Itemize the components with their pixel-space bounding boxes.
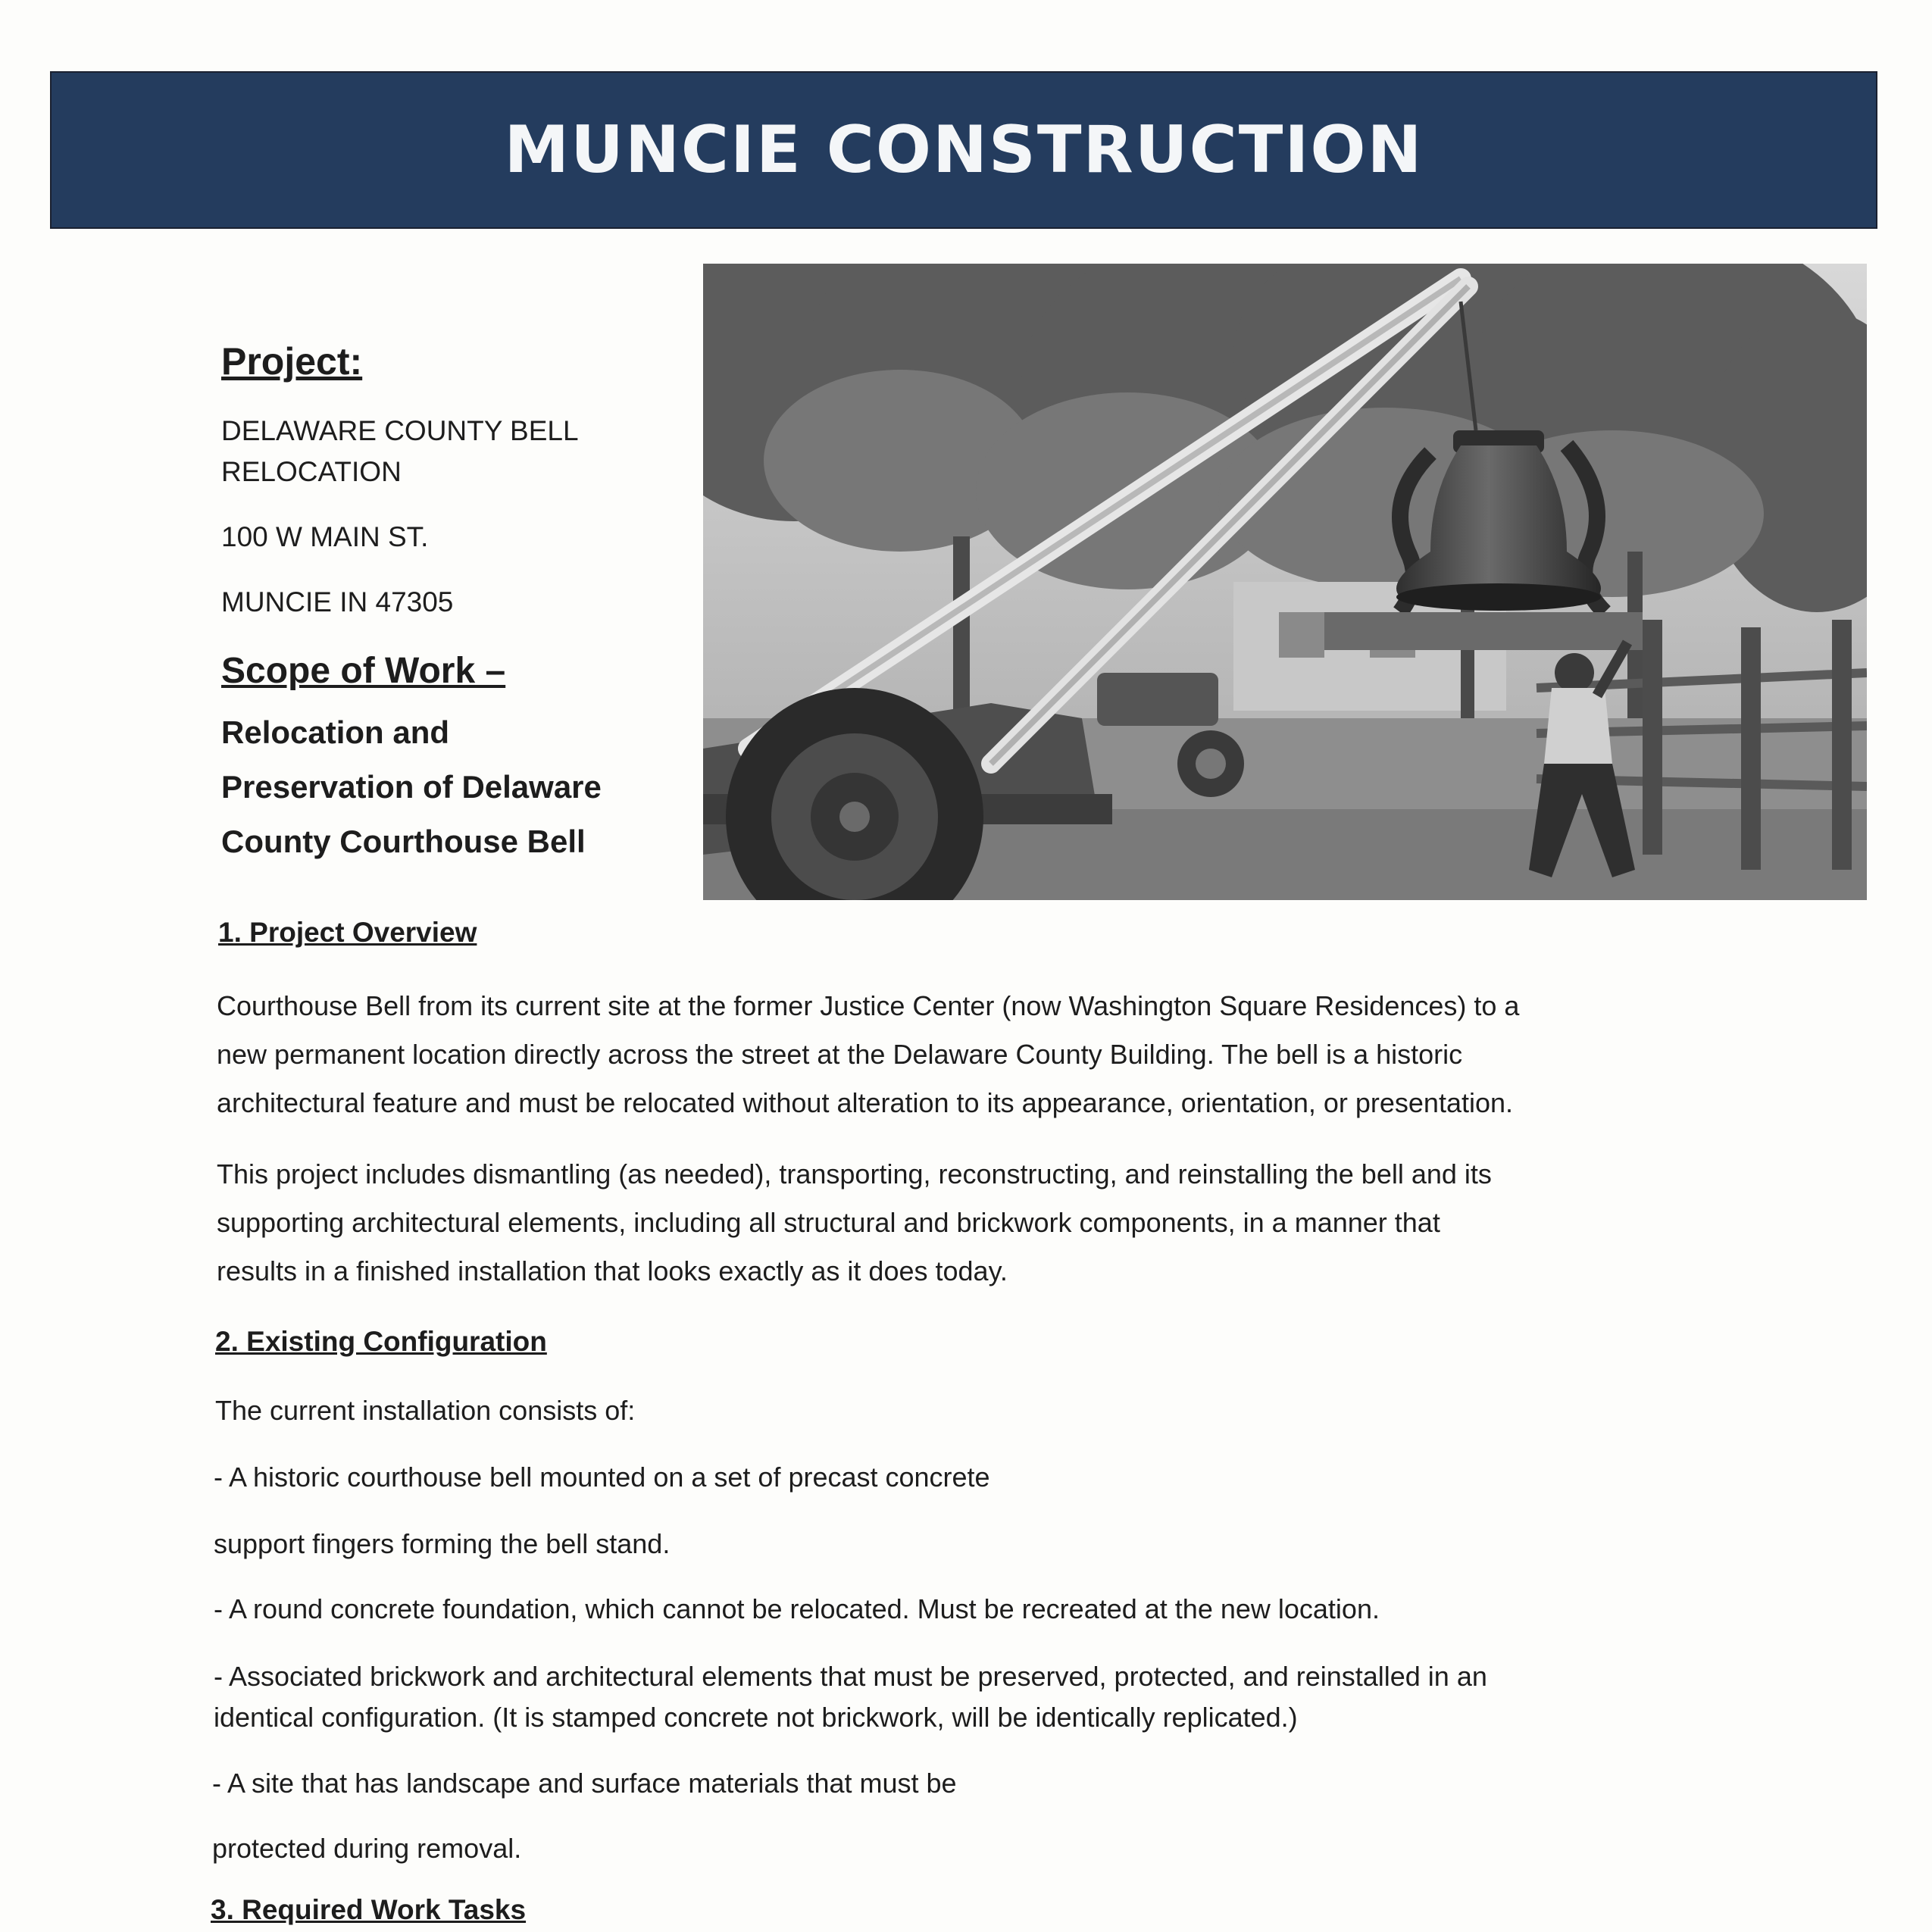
bullet-bell-line1: - A historic courthouse bell mounted on a set of precast concrete [214, 1462, 990, 1493]
section1-p2-line3: results in a finished installation that looks exactly as it does today. [217, 1255, 1008, 1286]
bell-lift-photo [703, 264, 1867, 900]
scope-subtitle-line3: County Courthouse Bell [221, 824, 586, 859]
section3-heading: 3. Required Work Tasks [211, 1894, 527, 1925]
bullet-brickwork-line1: - Associated brickwork and architectural elements that must be preserved, protected, and reinstalled in an [214, 1661, 1487, 1692]
section1-paragraph2 [217, 1150, 1732, 1296]
section1-p2-line1: This project includes dismantling (as needed), transporting, reconstructing, and reinstalling the bell and its [217, 1158, 1492, 1190]
project-name-line2: RELOCATION [221, 456, 402, 487]
bullet-site-line2: protected during removal. [212, 1833, 522, 1864]
section1-heading: 1. Project Overview [218, 917, 477, 948]
bullet-bell-line2: support fingers forming the bell stand. [214, 1528, 671, 1559]
project-name-line1: DELAWARE COUNTY BELL [221, 415, 579, 446]
section1-p2-line2: supporting architectural elements, including all structural and brickwork components, in a manner that [217, 1207, 1440, 1238]
bullet-site-line1: - A site that has landscape and surface materials that must be [212, 1768, 957, 1799]
project-address: 100 W MAIN ST. [221, 521, 429, 552]
section1-p1-line3: architectural feature and must be relocated without alteration to its appearance, orientation, or presentation. [217, 1087, 1514, 1118]
scope-heading: Scope of Work – [221, 651, 506, 691]
section1-paragraph1 [217, 982, 1732, 1127]
section2-intro: The current installation consists of: [215, 1395, 636, 1426]
bullet-brickwork [214, 1656, 1805, 1738]
section1-p1-line2: new permanent location directly across the street at the Delaware County Building. The bell is a historic [217, 1039, 1463, 1070]
header-banner [50, 71, 1877, 229]
project-heading: Project: [221, 340, 363, 383]
bullet-foundation: - A round concrete foundation, which cannot be relocated. Must be recreated at the new location. [214, 1593, 1380, 1624]
scope-subtitle-line1: Relocation and [221, 714, 450, 750]
project-info [221, 339, 676, 869]
scope-subtitle-line2: Preservation of Delaware [221, 769, 602, 805]
page-title: MUNCIE CONSTRUCTION [504, 112, 1424, 188]
section2-heading: 2. Existing Configuration [215, 1326, 547, 1357]
project-city: MUNCIE IN 47305 [221, 586, 454, 617]
section1-p1-line1: Courthouse Bell from its current site at the former Justice Center (now Washington Square Residences) to a [217, 990, 1520, 1021]
bullet-brickwork-line2: identical configuration. (It is stamped concrete not brickwork, will be identically replicated.) [214, 1702, 1298, 1733]
